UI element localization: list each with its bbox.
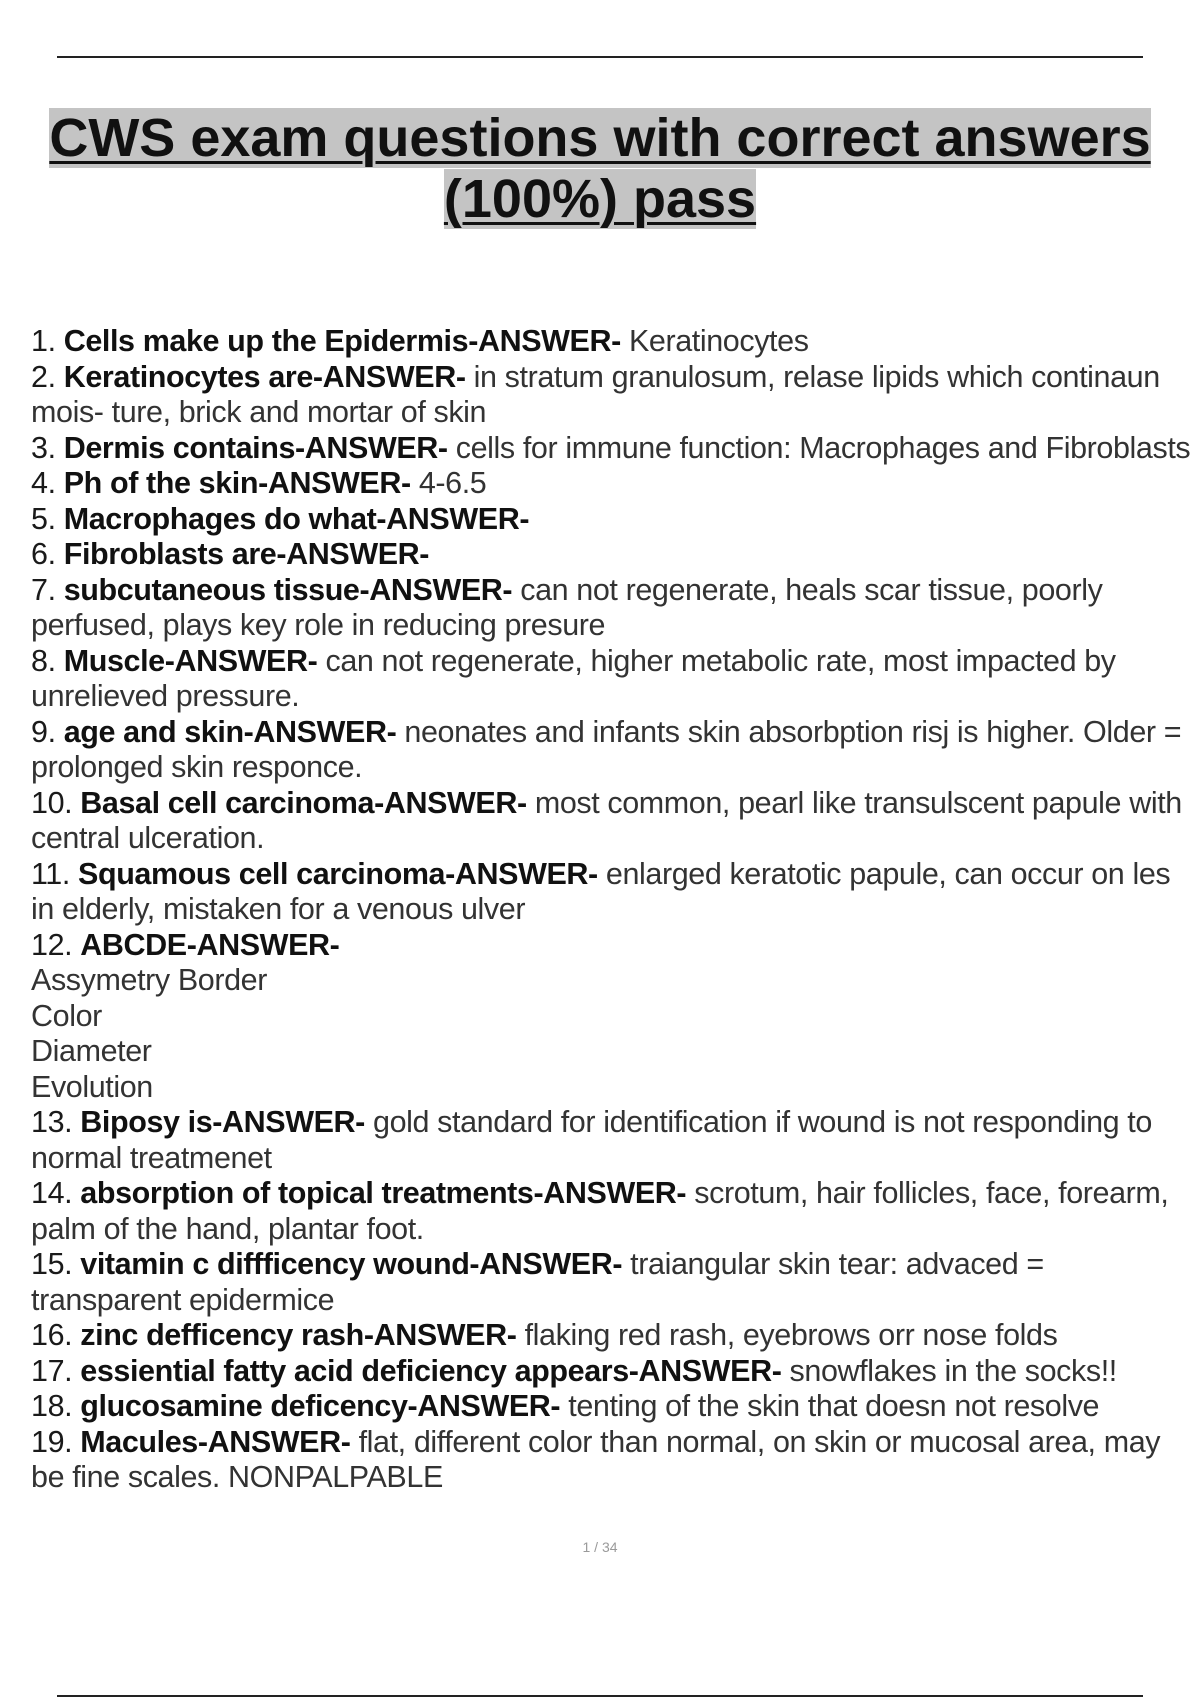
- answer-text: tenting of the skin that doesn not resolve: [568, 1389, 1100, 1423]
- qa-item-5: 5. Macrophages do what-ANSWER-: [31, 501, 530, 536]
- answer-text: can not regenerate, heals scar tissue, poorly perfused, plays key role in reducing presure: [31, 572, 1103, 642]
- answer-text: scrotum, hair follicles, face, forearm, palm of the hand, plantar foot.: [31, 1176, 1169, 1246]
- page-indicator: 1 / 34: [582, 1539, 618, 1555]
- qa-item-1: 1. Cells make up the Epidermis-ANSWER- Keratinocytes: [31, 324, 809, 358]
- answer-text: 4-6.5: [418, 466, 487, 500]
- qa-item-12: 12. ABCDE-ANSWER- Assymetry Border Color Diameter Evolution: [31, 928, 1196, 1106]
- question-text: zinc defficency rash-ANSWER-: [80, 1318, 517, 1352]
- qa-item-6: 6. Fibroblasts are-ANSWER-: [31, 537, 430, 571]
- question-answer-list: [31, 324, 1196, 1496]
- question-text: absorption of topical treatments-ANSWER-: [80, 1176, 687, 1210]
- qa-item-11: 11. Squamous cell carcinoma-ANSWER- enlarged keratotic papule, can occur on les in elderly, mistaken for a venous ulver: [31, 856, 1171, 926]
- question-text: age and skin-ANSWER-: [63, 714, 397, 749]
- qa-item-14: 14. absorption of topical treatments-ANSWER- scrotum, hair follicles, face, forearm, palm of the hand, plantar foot.: [31, 1176, 1169, 1246]
- bottom-rule: [57, 1695, 1143, 1697]
- answer-text: neonates and infants skin absorbption risj is higher. Older = prolonged skin responce.: [31, 714, 1182, 784]
- answer-text: traiangular skin tear: advaced = transparent epidermice: [31, 1247, 1044, 1317]
- question-text: Ph of the skin-ANSWER-: [63, 466, 411, 500]
- answer-text: snowflakes in the socks!!: [789, 1353, 1117, 1388]
- title-line-2: (100%) pass: [443, 169, 757, 229]
- answer-text: in stratum granulosum, relase lipids which continaun mois- ture, brick and mortar of skin: [31, 359, 1160, 429]
- qa-item-4: 4. Ph of the skin-ANSWER- 4-6.5: [31, 466, 487, 500]
- qa-item-3: 3. Dermis contains-ANSWER- cells for immune function: Macrophages and Fibroblasts: [31, 430, 1191, 465]
- qa-item-9: 9. age and skin-ANSWER- neonates and infants skin absorbption risj is higher. Older = prolonged skin responce.: [31, 714, 1182, 784]
- question-text: subcutaneous tissue-ANSWER-: [63, 572, 513, 607]
- answer-text: gold standard for identification if wound is not responding to normal treatmenet: [31, 1105, 1152, 1175]
- question-text: vitamin c diffficency wound-ANSWER-: [80, 1247, 623, 1281]
- qa-item-10: 10. Basal cell carcinoma-ANSWER- most common, pearl like transulscent papule with central ulceration.: [31, 785, 1182, 855]
- qa-item-15: 15. vitamin c diffficency wound-ANSWER- traiangular skin tear: advaced = transparent epidermice: [31, 1247, 1044, 1317]
- document-title: [0, 108, 1200, 230]
- qa-item-13: 13. Biposy is-ANSWER- gold standard for identification if wound is not responding to normal treatmenet: [31, 1105, 1152, 1175]
- answer-line: Evolution: [31, 1069, 153, 1104]
- title-line-1: CWS exam questions with correct answers: [49, 108, 1151, 168]
- answer-line: Color: [31, 998, 102, 1033]
- question-text: Keratinocytes are-ANSWER-: [63, 359, 466, 394]
- answer-line: Diameter: [31, 1034, 152, 1068]
- qa-item-16: 16. zinc defficency rash-ANSWER- flaking red rash, eyebrows orr nose folds: [31, 1318, 1058, 1352]
- answer-line: Assymetry Border: [31, 963, 267, 997]
- question-text: Biposy is-ANSWER-: [80, 1105, 365, 1139]
- answer-text: most common, pearl like transulscent papule with central ulceration.: [31, 785, 1182, 855]
- question-text: Cells make up the Epidermis-ANSWER-: [63, 324, 621, 358]
- question-text: Macrophages do what-ANSWER-: [63, 501, 530, 536]
- qa-item-17: 17. essiential fatty acid deficiency appears-ANSWER- snowflakes in the socks!!: [31, 1353, 1117, 1388]
- qa-item-2: 2. Keratinocytes are-ANSWER- in stratum granulosum, relase lipids which continaun mois- ture, brick and mortar of skin: [31, 359, 1160, 429]
- qa-item-8: 8. Muscle-ANSWER- can not regenerate, higher metabolic rate, most impacted by unrelieved pressure.: [31, 643, 1116, 713]
- question-text: ABCDE-ANSWER-: [80, 927, 340, 962]
- qa-item-7: 7. subcutaneous tissue-ANSWER- can not regenerate, heals scar tissue, poorly perfused, plays key role in reducing presure: [31, 572, 1103, 642]
- question-text: Squamous cell carcinoma-ANSWER-: [78, 856, 598, 891]
- answer-text: enlarged keratotic papule, can occur on les in elderly, mistaken for a venous ulver: [31, 856, 1171, 926]
- question-text: glucosamine deficency-ANSWER-: [80, 1389, 561, 1423]
- answer-text: cells for immune function: Macrophages and Fibroblasts: [455, 430, 1191, 465]
- answer-text: can not regenerate, higher metabolic rate, most impacted by unrelieved pressure.: [31, 643, 1116, 713]
- question-text: Muscle-ANSWER-: [63, 643, 318, 678]
- question-text: Fibroblasts are-ANSWER-: [63, 537, 430, 571]
- qa-item-18: 18. glucosamine deficency-ANSWER- tenting of the skin that doesn not resolve: [31, 1389, 1100, 1423]
- question-text: Macules-ANSWER-: [80, 1424, 351, 1459]
- answer-text: Keratinocytes: [628, 324, 809, 358]
- answer-text: flat, different color than normal, on skin or mucosal area, may be fine scales. NONPALPABLE: [31, 1424, 1161, 1494]
- question-text: Dermis contains-ANSWER-: [63, 430, 448, 465]
- answer-text: flaking red rash, eyebrows orr nose folds: [524, 1318, 1058, 1352]
- top-rule: [57, 56, 1143, 58]
- question-text: essiential fatty acid deficiency appears-ANSWER-: [80, 1353, 782, 1388]
- qa-item-19: 19. Macules-ANSWER- flat, different color than normal, on skin or mucosal area, may be fine scales. NONPALPABLE: [31, 1424, 1161, 1494]
- question-text: Basal cell carcinoma-ANSWER-: [80, 785, 527, 820]
